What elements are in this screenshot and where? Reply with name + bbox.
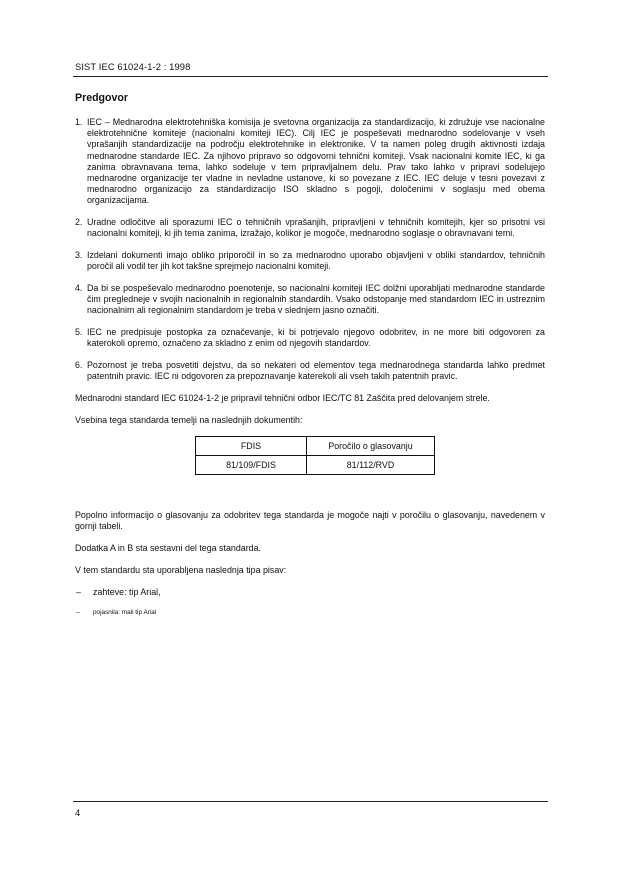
dash-bullet: –	[76, 586, 81, 597]
table-header-cell: FDIS	[196, 437, 307, 456]
item-number: 5.	[75, 327, 83, 338]
footer-divider	[73, 801, 548, 802]
item-text: IEC – Mednarodna elektrotehniška komisija je svetovna organizacija za standardizacijo, ki združuje vse nacionalne elektrotehnične komiteje (nacionalni komiteji IEC). Cilj IEC je pospeševati mednarodno sodelovanje v vseh vprašanjih standardizacije na področju elektrotehnike in elektronike. V ta namen poleg drugih aktivnosti izdaja mednarodne standarde IEC. Za njihovo pripravo so odgovorni tehnični komiteji. Vsak nacionalni komite IEC, ki ga zanima obravnavana tema, lahko sodeluje v tem pripravljalnem delu. Prav tako lahko v pripravi sodelujejo mednarodne organizacije ter vladne in nevladne ustanove, ki so povezane z IEC. IEC deluje v tesni povezavi z mednarodno organizacijo za standardizacijo ISO skladno s pogoji, določenimi v soglasju med obema organizacijama.	[87, 117, 545, 206]
list-item	[75, 117, 545, 207]
item-text: IEC ne predpisuje postopka za označevanje, ki bi potrjevalo njegovo odobritev, in ne more biti odgovoren za katerokoli opremo, označeno za skladno z enim od njegovih standardov.	[87, 327, 545, 349]
list-item	[75, 608, 545, 617]
page-number: 4	[75, 807, 81, 818]
list-item	[75, 250, 545, 272]
table-header-row	[196, 437, 435, 456]
item-text: Da bi se pospeševalo mednarodno poenotenje, so nacionalni komiteji IEC dolžni uporabljati mednarodne standarde čim pregledneje v svojih nacionalnih in regionalnih standardih. Vsako odstopanje med standardom IEC in ustreznim nacionalnim ali regionalnim standardom je treba v slednjem jasno označiti.	[87, 282, 545, 316]
item-text: Pozornost je treba posvetiti dejstvu, da so nekateri od elementov tega mednarodnega standarda lahko predmet patentnih pravic. IEC ni odgovoren za prepoznavanje katerekoli ali vseh takih patentnih pravic.	[87, 359, 545, 382]
document-header: SIST IEC 61024-1-2 : 1998	[75, 61, 191, 72]
table-header-cell: Poročilo o glasovanju	[307, 437, 435, 456]
item-number: 3.	[75, 250, 83, 261]
item-number: 6.	[75, 359, 83, 370]
table-cell: 81/112/RVD	[307, 456, 435, 475]
voting-paragraph: Popolno informacijo o glasovanju za odobritev tega standarda je mogoče najti v poročilu o glasovanju, navedenem v gornji tabeli.	[75, 510, 545, 532]
documents-table-wrapper	[75, 436, 545, 475]
documents-table	[195, 436, 435, 475]
item-text: pojasnila: mali tip Arial	[93, 608, 157, 616]
list-item	[75, 283, 545, 317]
list-item	[75, 587, 545, 598]
item-text: Izdelani dokumenti imajo obliko priporočil in so za mednarodno uporabo objavljeni v obliki standardov, tehničnih poročil ali vodil ter jih kot takšne sprejmejo nacionalni komiteji.	[87, 250, 545, 272]
item-text: Uradne odločitve ali sporazumi IEC o tehničnih vprašanjih, pripravljeni v tehničnih komitejih, kjer so prisotni vsi nacionalni komiteji, ki jih tema zanima, izražajo, kolikor je mogoče, mednarodno soglasje o obravnavani temi.	[87, 217, 545, 239]
numbered-list	[75, 117, 545, 382]
list-item	[75, 327, 545, 349]
item-number: 2.	[75, 217, 83, 228]
item-text: zahteve: tip Arial,	[93, 586, 161, 597]
fonts-paragraph: V tem standardu sta uporabljena naslednja tipa pisav:	[75, 564, 287, 575]
section-heading: Predgovor	[75, 92, 128, 104]
document-body	[75, 117, 545, 617]
list-item	[75, 217, 545, 239]
table-cell: 81/109/FDIS	[196, 456, 307, 475]
dash-bullet: –	[76, 608, 80, 616]
standard-paragraph: Mednarodni standard IEC 61024-1-2 je pripravil tehnični odbor IEC/TC 81 Zaščita pred delovanjem strele.	[75, 392, 490, 403]
item-number: 4.	[75, 282, 83, 293]
table-row	[196, 456, 435, 475]
list-item	[75, 360, 545, 382]
font-type-list	[75, 587, 545, 617]
item-number: 1.	[75, 117, 83, 127]
basis-paragraph: Vsebina tega standarda temelji na naslednjih dokumentih:	[75, 414, 303, 425]
annex-paragraph: Dodatka A in B sta sestavni del tega standarda.	[75, 543, 262, 554]
header-divider	[73, 76, 548, 77]
